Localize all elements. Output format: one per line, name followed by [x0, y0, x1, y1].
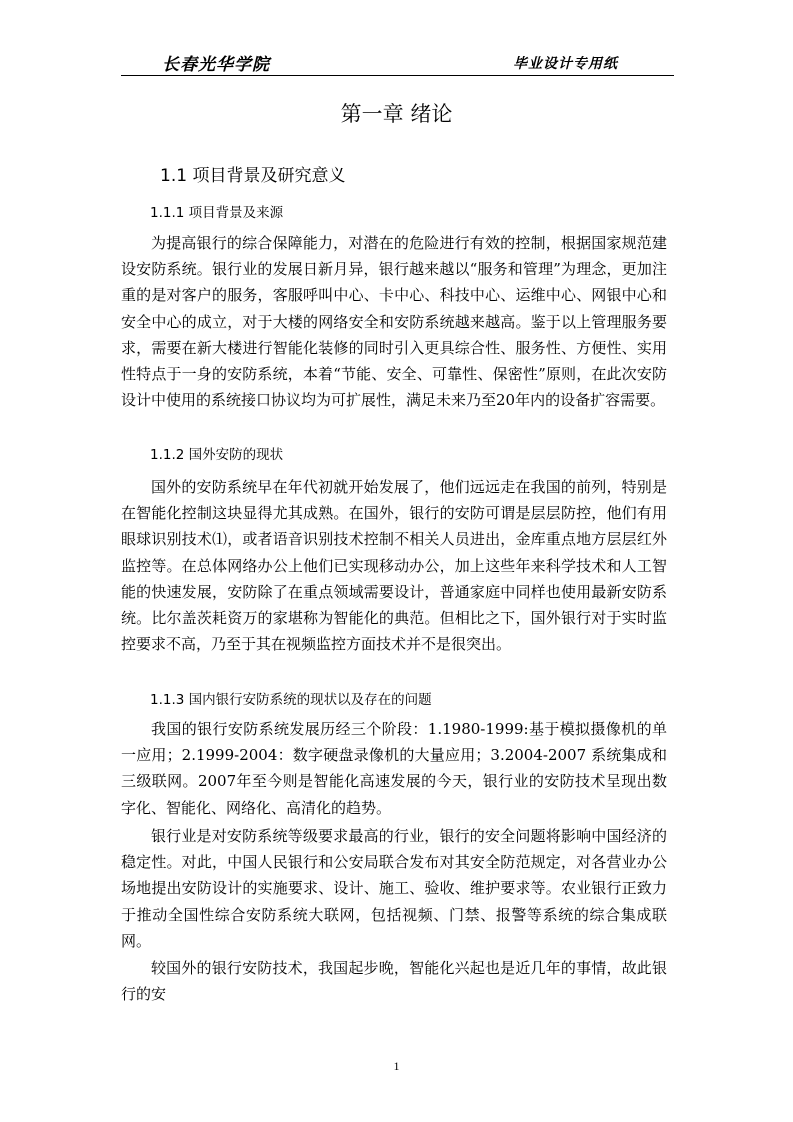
subsection-heading-1-1-1: 1.1.1 项目背景及来源: [150, 205, 284, 221]
paragraph-bank-security-level: 银行业是对安防系统等级要求最高的行业，银行的安全问题将影响中国经济的稳定性。对此，中国人民银行和公安局联合发布对其安全防范规定，对各营业办公场地提出安防设计的实施要求、设计、施工、验收、维护要求等。农业银行正致力于推动全国性综合安防系统大联网，包括视频、门禁、报警等系统的综合集成联网。: [121, 827, 667, 950]
section-heading-1-1: 1.1 项目背景及研究意义: [160, 166, 346, 186]
subsection-heading-1-1-3: 1.1.3 国内银行安防系统的现状以及存在的问题: [150, 692, 432, 708]
header-paper-type: 毕业设计专用纸: [513, 56, 618, 72]
paragraph-foreign-status: 国外的安防系统早在年代初就开始发展了，他们远远走在我国的前列，特别是在智能化控制这块显得尤其成熟。在国外，银行的安防可谓是层层防控，他们有用眼球识别技术⑴，或者语音识别技术控制不相关人员进出，金库重点地方层层红外监控等。在总体网络办公上他们已实现移动办公，加上这些年来科学技术和人工智能的快速发展，安防除了在重点领域需要设计，普通家庭中同样也使用最新安防系统。比尔盖茨耗资万的家堪称为智能化的典范。但相比之下，国外银行对于实时监控要求不高，乃至于其在视频监控方面技术并不是很突出。: [121, 478, 667, 654]
paragraph-comparison: 较国外的银行安防技术，我国起步晚，智能化兴起也是近几年的事情，故此银行的安: [121, 959, 667, 1004]
page-number: 1: [393, 1059, 400, 1073]
subsection-heading-1-1-2: 1.1.2 国外安防的现状: [150, 447, 284, 463]
chapter-title: 第一章 绪论: [340, 102, 453, 126]
paragraph-domestic-stages: 我国的银行安防系统发展历经三个阶段：1.1980-1999:基于模拟摄像机的单一应用；2.1999-2004：数字硬盘录像机的大量应用；3.2004-2007 系统集成和三级联网。2007年至今则是智能化高速发展的今天，银行业的安防技术呈现出数字化、智能化、网络化、高清化的趋势。: [121, 720, 667, 817]
header-divider: [121, 75, 674, 76]
header-school-name: 长春光华学院: [162, 55, 270, 75]
paragraph-background: 为提高银行的综合保障能力，对潜在的危险进行有效的控制，根据国家规范建设安防系统。银行业的发展日新月异，银行越来越以“服务和管理”为理念，更加注重的是对客户的服务，客服呼叫中心、卡中心、科技中心、运维中心、网银中心和安全中心的成立，对于大楼的网络安全和安防系统越来越高。鉴于以上管理服务要求，需要在新大楼进行智能化装修的同时引入更具综合性、服务性、方便性、实用性特点于一身的安防系统，本着“节能、安全、可靠性、保密性”原则，在此次安防设计中使用的系统接口协议均为可扩展性，满足未来乃至20年内的设备扩容需要。: [121, 234, 667, 410]
